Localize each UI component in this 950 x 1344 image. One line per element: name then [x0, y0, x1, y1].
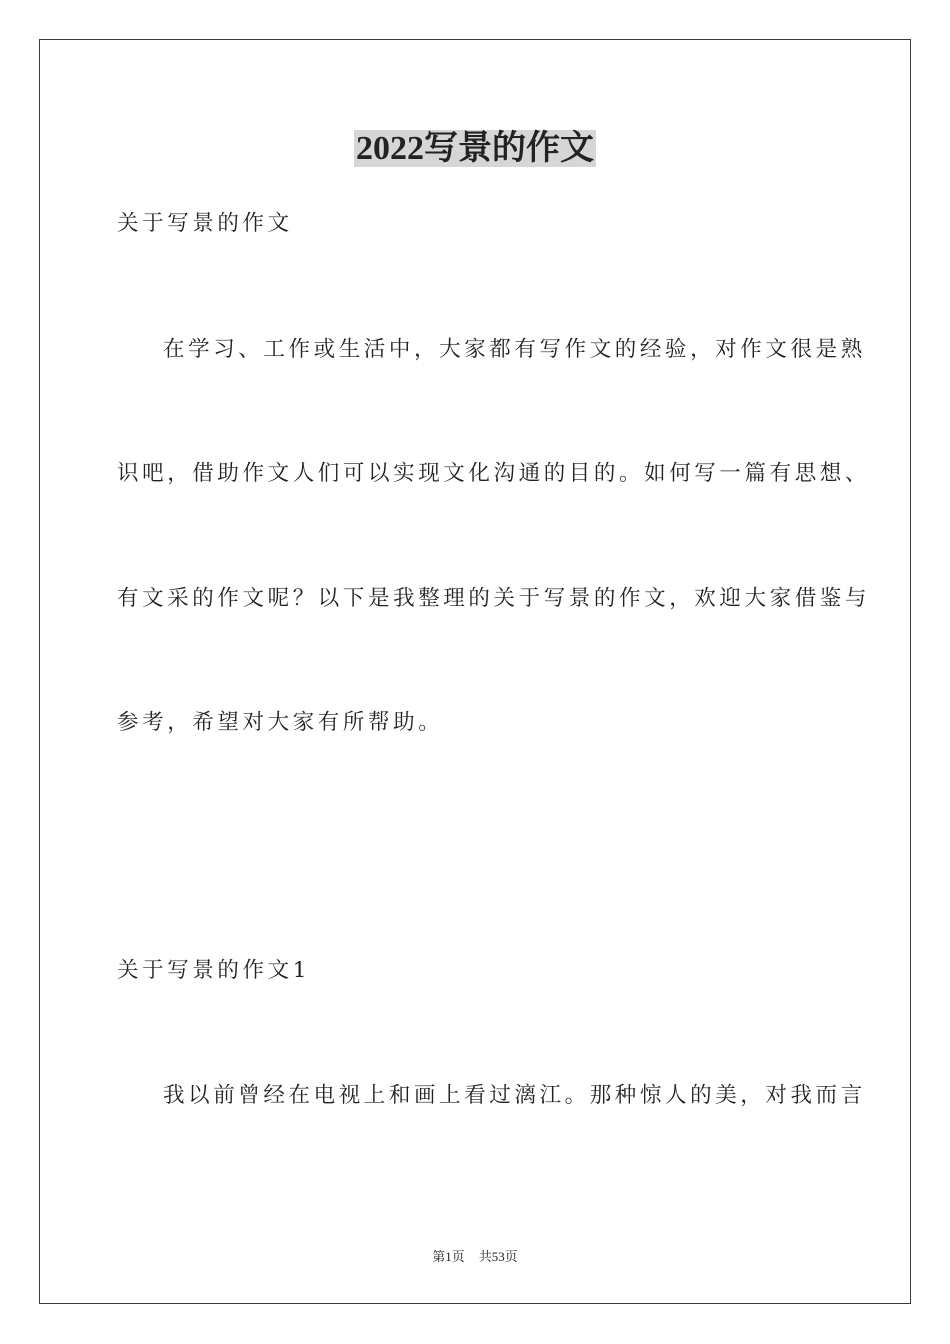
paragraph-line: 有文采的作文呢？以下是我整理的关于写景的作文，欢迎大家借鉴与	[117, 586, 871, 611]
document-title	[0, 127, 950, 171]
section-heading-essay-1: 关于写景的作文1	[117, 958, 310, 983]
page-number-total: 共53页	[478, 1249, 518, 1264]
paragraph-line: 识吧，借助作文人们可以实现文化沟通的目的。如何写一篇有思想、	[117, 461, 871, 486]
document-title-text: 2022写景的作文	[356, 130, 594, 167]
page-number-current: 第1页	[432, 1249, 465, 1264]
paragraph-line: 我以前曾经在电视上和画上看过漓江。那种惊人的美，对我而言	[163, 1083, 866, 1108]
paragraph-line: 在学习、工作或生活中，大家都有写作文的经验，对作文很是熟	[163, 337, 866, 362]
paragraph-line: 参考，希望对大家有所帮助。	[117, 710, 444, 735]
page-footer	[0, 1249, 950, 1265]
section-heading-intro: 关于写景的作文	[117, 211, 293, 236]
